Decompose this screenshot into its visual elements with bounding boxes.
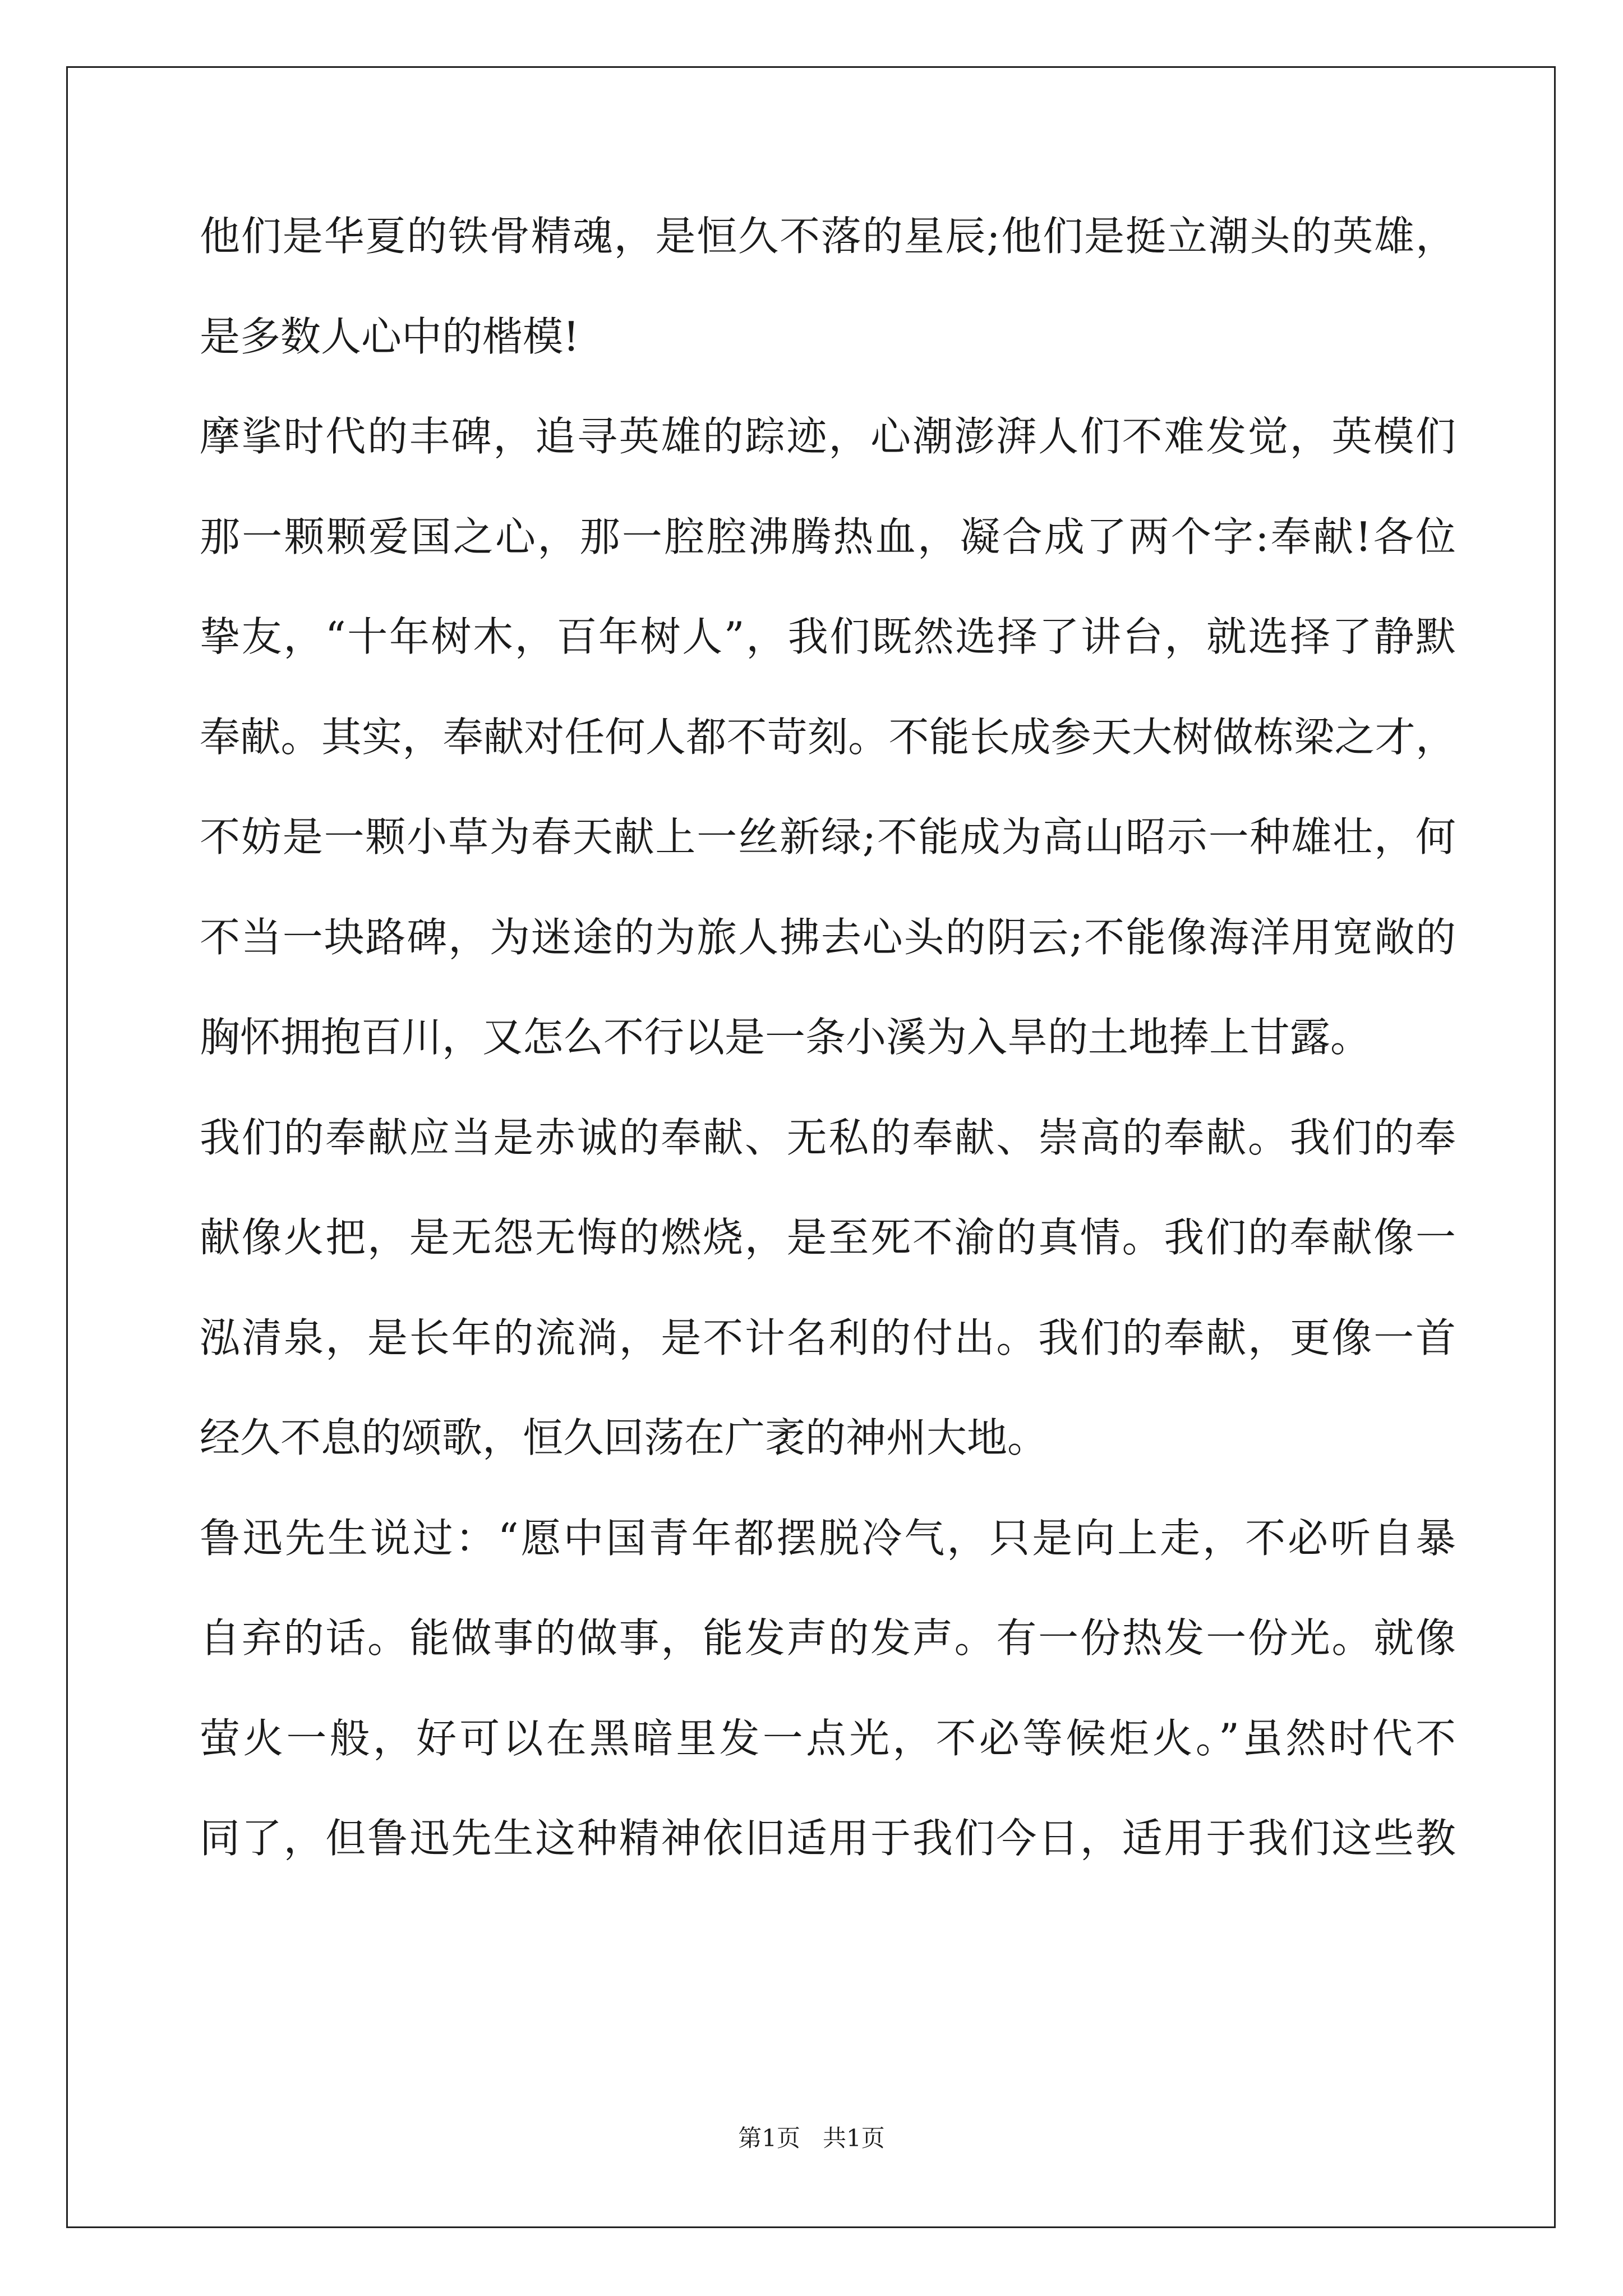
text-line: 鲁迅先生说过：“愿中国青年都摆脱冷气，只是向上走，不必听自暴 xyxy=(200,1514,1456,1562)
text-line: 泓清泉，是长年的流淌，是不计名利的付出。我们的奉献，更像一首 xyxy=(200,1314,1456,1361)
page-number-footer: 第1页 共1页 xyxy=(738,2124,885,2152)
text-line: 同了，但鲁迅先生这种精神依旧适用于我们今日，适用于我们这些教 xyxy=(200,1815,1456,1862)
text-line: 自弃的话。能做事的做事，能发声的发声。有一份热发一份光。就像 xyxy=(200,1614,1456,1662)
text-line: 那一颗颗爱国之心，那一腔腔沸腾热血，凝合成了两个字:奉献!各位 xyxy=(200,513,1456,560)
text-line: 不当一块路碑，为迷途的为旅人拂去心头的阴云;不能像海洋用宽敞的 xyxy=(200,913,1456,961)
text-line: 摩挲时代的丰碑，追寻英雄的踪迹，心潮澎湃人们不难发觉，英模们 xyxy=(200,413,1456,460)
text-line: 他们是华夏的铁骨精魂，是恒久不落的星辰;他们是挺立潮头的英雄， xyxy=(200,213,1456,260)
text-line: 胸怀拥抱百川，又怎么不行以是一条小溪为入旱的土地捧上甘露。 xyxy=(200,1014,1371,1061)
text-line: 献像火把，是无怨无悔的燃烧，是至死不渝的真情。我们的奉献像一 xyxy=(200,1214,1456,1261)
text-line: 是多数人心中的楷模! xyxy=(200,312,579,360)
text-line: 萤火一般，好可以在黑暗里发一点光，不必等候炬火。”虽然时代不 xyxy=(200,1714,1456,1762)
text-line: 奉献。其实，奉献对任何人都不苛刻。不能长成参天大树做栋梁之才， xyxy=(200,713,1456,761)
text-line: 挚友，“十年树木，百年树人”，我们既然选择了讲台，就选择了静默 xyxy=(200,613,1456,660)
text-line: 我们的奉献应当是赤诚的奉献、无私的奉献、崇高的奉献。我们的奉 xyxy=(200,1114,1456,1161)
text-line: 不妨是一颗小草为春天献上一丝新绿;不能成为高山昭示一种雄壮，何 xyxy=(200,813,1456,861)
text-line: 经久不息的颂歌，恒久回荡在广袤的神州大地。 xyxy=(200,1414,1048,1461)
